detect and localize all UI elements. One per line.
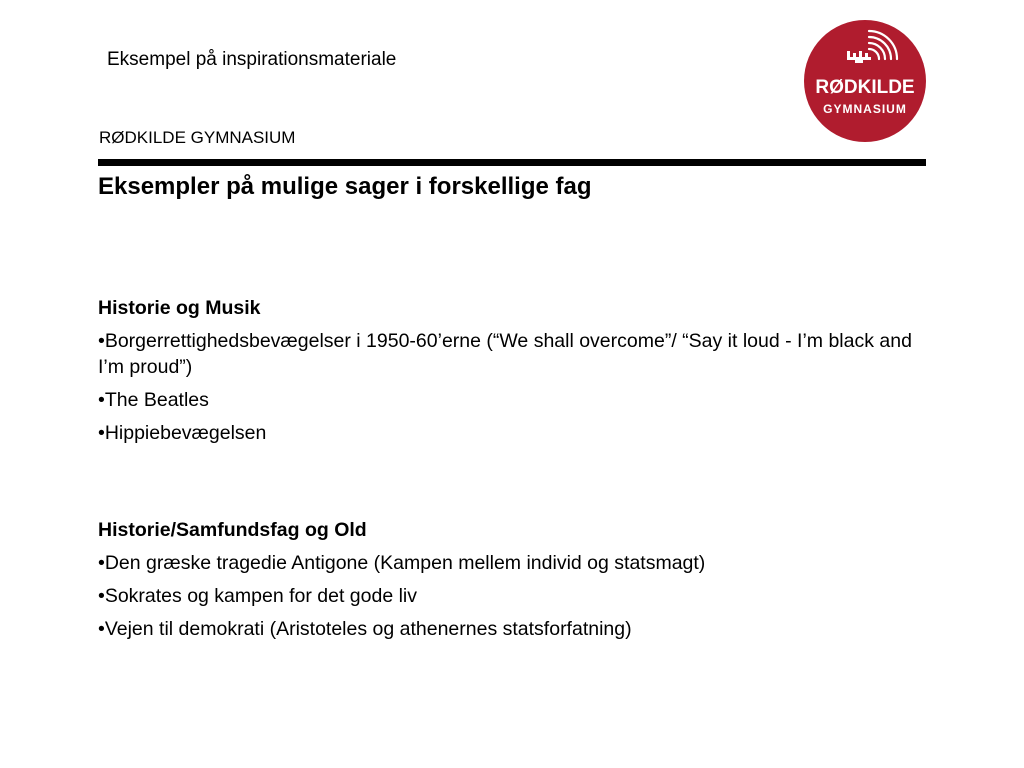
section-heading: Historie/Samfundsfag og Old [98,519,367,541]
section-heading: Historie og Musik [98,297,261,319]
logo-text-line2: GYMNASIUM [823,102,907,116]
logo-text-line1: RØDKILDE [815,77,915,98]
subject-section-historie-samfundsfag-old [98,517,918,649]
school-name: RØDKILDE GYMNASIUM [99,128,296,147]
logo-badge [803,19,927,143]
list-item: •Sokrates og kampen for det gode liv [98,585,418,607]
subject-section-historie-musik [98,295,918,453]
list-item: •Borgerrettighedsbevægelser i 1950-60’erne (“We shall overcome”/ “Say it loud - I’m black and I’m proud”) [98,330,912,378]
school-logo [803,19,927,143]
list-item: •The Beatles [98,389,209,411]
list-item: •Hippiebevægelsen [98,422,267,444]
header-divider [98,159,926,166]
list-item: •Vejen til demokrati (Aristoteles og athenernes statsforfatning) [98,618,632,640]
slide-subtitle: Eksempel på inspirationsmateriale [107,49,397,70]
list-item: •Den græske tragedie Antigone (Kampen mellem individ og statsmagt) [98,552,706,574]
slide-title: Eksempler på mulige sager i forskellige fag [98,173,592,200]
